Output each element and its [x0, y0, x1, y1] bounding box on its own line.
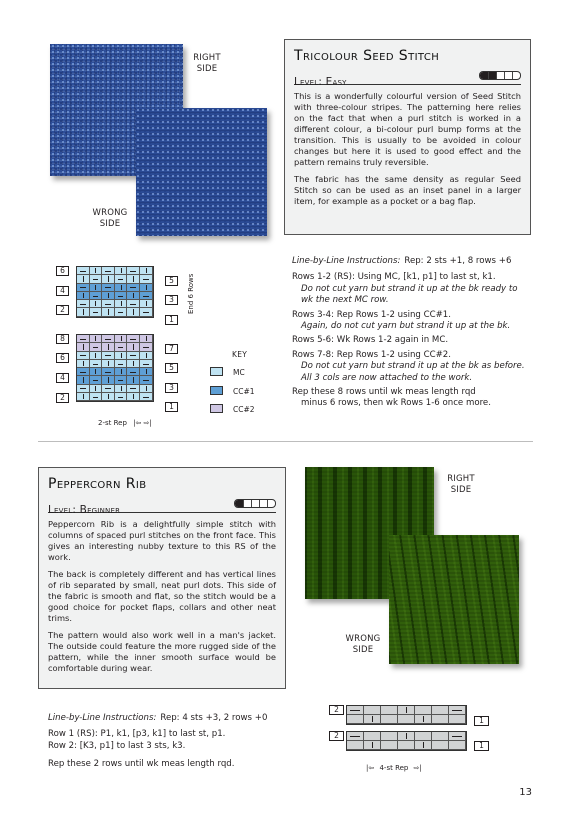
repeat-instruction: Rep these 8 rows until wk meas length rqd	[292, 387, 476, 398]
chart-cell	[90, 368, 103, 376]
key-label: CC#1	[233, 387, 255, 396]
chart-cell	[115, 292, 128, 300]
instruction-row: Rows 5-6: Wk Rows 1-2 again in MC.	[292, 335, 449, 346]
rib-paragraph: The back is completely different and has vertical lines of rib separated by small, neat purl dots. This side of the fabric is smooth and flat, so the stitch would be a good choice for pocket flaps, collars and other neat trims.	[48, 569, 276, 623]
level-pip	[480, 72, 488, 79]
chart-cell	[398, 741, 415, 750]
chart-cell	[140, 352, 153, 360]
chart-cell	[102, 376, 115, 384]
row-number: 3	[165, 383, 178, 393]
chart-cell	[432, 715, 449, 724]
row-number: 6	[56, 266, 69, 276]
chart-cell	[381, 732, 398, 741]
row-number: 1	[165, 402, 178, 412]
peppercorn-rib-description	[48, 519, 276, 674]
peppercorn-rib-info-box	[38, 467, 286, 689]
rib-right-side-label: RIGHT SIDE	[447, 474, 475, 495]
chart-cell	[115, 376, 128, 384]
repeat-instruction: minus 6 rows, then wk Rows 1-6 once more.	[301, 398, 491, 409]
chart-cell	[364, 741, 381, 750]
chart-cell	[77, 360, 90, 368]
chart-cell	[127, 343, 140, 351]
row-number: 4	[56, 286, 69, 296]
level-pip	[243, 500, 251, 507]
row-number: 2	[56, 305, 69, 315]
chart-cell	[127, 385, 140, 393]
chart-cell	[77, 292, 90, 300]
chart-cell	[115, 275, 128, 283]
seed-stitch-title: Tricolour Seed Stitch	[294, 48, 440, 64]
page-number: 13	[519, 787, 532, 798]
seed-rep-label	[98, 419, 152, 427]
key-swatch-cc2	[210, 404, 223, 413]
chart-cell	[432, 706, 449, 715]
chart-cell	[140, 376, 153, 384]
chart-cell	[102, 292, 115, 300]
chart-cell	[127, 275, 140, 283]
row-number: 3	[165, 295, 178, 305]
chart-cell	[77, 343, 90, 351]
seed-stitch-instructions	[292, 256, 532, 410]
chart-cell	[127, 376, 140, 384]
level-pip	[235, 500, 243, 507]
difficulty-meter-icon	[479, 71, 521, 80]
level-pip	[512, 72, 520, 79]
chart-cell	[381, 715, 398, 724]
row-number: 8	[56, 334, 69, 344]
chart-cell	[90, 267, 103, 275]
instruction-row: Rows 1-2 (RS): Using MC, [k1, p1] to last st, k1. Do not cut yarn but strand it up at the bk ready to wk the next MC row.	[292, 272, 518, 306]
chart-cell	[115, 352, 128, 360]
key-swatch-cc1	[210, 386, 223, 395]
chart-cell	[77, 393, 90, 401]
row-number: 2	[56, 393, 69, 403]
seed-wrong-side-label: WRONG SIDE	[92, 208, 128, 229]
chart-cell	[127, 267, 140, 275]
chart-cell	[115, 368, 128, 376]
chart-cell	[77, 308, 90, 316]
key-label: MC	[233, 368, 245, 377]
key-title: KEY	[232, 350, 248, 359]
chart-cell	[77, 284, 90, 292]
instructions-rep: Rep: 2 sts +1, 8 rows +6	[404, 256, 512, 266]
seed-chart-top-block	[76, 266, 154, 318]
chart-cell	[115, 360, 128, 368]
instruction-row: Row 2: [K3, p1] to last 3 sts, k3.	[48, 740, 186, 751]
chart-cell	[90, 343, 103, 351]
seed-stitch-description	[294, 91, 521, 207]
seed-stitch-wrong-side-swatch	[136, 108, 267, 236]
chart-cell	[449, 706, 466, 715]
chart-cell	[140, 385, 153, 393]
chart-cell	[115, 308, 128, 316]
chart-cell	[102, 267, 115, 275]
chart-cell	[140, 368, 153, 376]
chart-cell	[347, 741, 364, 750]
chart-cell	[140, 300, 153, 308]
chart-cell	[90, 300, 103, 308]
chart-cell	[364, 715, 381, 724]
chart-cell	[127, 284, 140, 292]
chart-cell	[127, 335, 140, 343]
row-number: 5	[165, 276, 178, 286]
rib-rep-label	[366, 764, 422, 772]
rep-bracket-icon: |⇦	[366, 764, 375, 772]
row-number: 6	[56, 353, 69, 363]
chart-cell	[140, 393, 153, 401]
chart-cell	[415, 715, 432, 724]
chart-cell	[77, 275, 90, 283]
chart-cell	[102, 343, 115, 351]
chart-cell	[127, 393, 140, 401]
chart-cell	[449, 732, 466, 741]
row-number: 7	[165, 344, 178, 354]
peppercorn-rib-title: Peppercorn Rib	[48, 476, 147, 492]
chart-cell	[102, 385, 115, 393]
chart-cell	[102, 335, 115, 343]
seed-stitch-level: Level: Easy	[294, 76, 347, 88]
chart-cell	[364, 732, 381, 741]
chart-cell	[77, 376, 90, 384]
repeat-instruction: Rep these 2 rows until wk meas length rqd.	[48, 759, 235, 770]
chart-cell	[140, 308, 153, 316]
rib-paragraph: The pattern would also work well in a man's jacket. The outside could feature the more rugged side of the pattern, while the inner smooth surface would be comfortable during wear.	[48, 630, 276, 673]
chart-cell	[102, 360, 115, 368]
chart-cell	[449, 741, 466, 750]
instructions-heading: Line-by-Line Instructions: Rep: 2 sts +1, 8 rows +6	[292, 256, 512, 266]
chart-cell	[90, 360, 103, 368]
row-number: 1	[474, 716, 489, 726]
seed-paragraph: This is a wonderfully colourful version of Seed Stitch with three-colour stripes. The patterning here relies on the fact that when a purl stitch is worked in a different colour, a bi-colour purl bump forms at the transition. This is usually to be avoided in colour changes but here it is used to good effect and the pattern remains truly reversible.	[294, 91, 521, 167]
difficulty-meter-icon	[234, 499, 276, 508]
level-pip	[496, 72, 504, 79]
rib-chart-block	[346, 731, 467, 751]
seed-stitch-level-row	[294, 70, 521, 88]
chart-cell	[127, 300, 140, 308]
chart-cell	[140, 335, 153, 343]
level-pip	[259, 500, 267, 507]
key-swatch-mc	[210, 367, 223, 376]
chart-cell	[90, 385, 103, 393]
peppercorn-rib-wrong-side-swatch	[389, 535, 519, 664]
chart-cell	[127, 360, 140, 368]
level-pip	[488, 72, 496, 79]
chart-cell	[102, 393, 115, 401]
chart-cell	[102, 352, 115, 360]
chart-cell	[102, 308, 115, 316]
chart-cell	[127, 292, 140, 300]
rib-wrong-side-label: WRONG SIDE	[345, 634, 381, 655]
peppercorn-rib-level-row	[48, 498, 276, 516]
chart-cell	[115, 300, 128, 308]
chart-cell	[90, 352, 103, 360]
chart-cell	[398, 715, 415, 724]
chart-cell	[77, 335, 90, 343]
chart-cell	[77, 267, 90, 275]
chart-cell	[140, 360, 153, 368]
peppercorn-rib-level: Level: Beginner	[48, 504, 121, 516]
chart-cell	[398, 732, 415, 741]
chart-cell	[115, 385, 128, 393]
chart-cell	[77, 385, 90, 393]
chart-cell	[140, 292, 153, 300]
peppercorn-rib-instructions	[48, 713, 298, 771]
chart-cell	[127, 368, 140, 376]
chart-cell	[115, 284, 128, 292]
row-number: 1	[165, 315, 178, 325]
chart-cell	[77, 300, 90, 308]
instructions-rep: Rep: 4 sts +3, 2 rows +0	[160, 713, 268, 723]
rep-bracket-icon: |⇦ ⇨|	[133, 419, 152, 427]
chart-cell	[90, 335, 103, 343]
seed-stitch-info-box	[284, 39, 531, 235]
chart-cell	[449, 715, 466, 724]
chart-cell	[127, 352, 140, 360]
chart-cell	[90, 292, 103, 300]
chart-cell	[381, 706, 398, 715]
chart-cell	[90, 376, 103, 384]
level-pip	[267, 500, 275, 507]
rep-label-text: 2-st Rep	[98, 419, 127, 427]
chart-cell	[140, 275, 153, 283]
chart-cell	[347, 732, 364, 741]
chart-cell	[90, 284, 103, 292]
chart-cell	[347, 715, 364, 724]
chart-cell	[398, 706, 415, 715]
chart-cell	[115, 343, 128, 351]
chart-cell	[115, 335, 128, 343]
row-number: 5	[165, 363, 178, 373]
chart-cell	[140, 267, 153, 275]
chart-cell	[102, 368, 115, 376]
chart-cell	[77, 368, 90, 376]
instructions-heading: Line-by-Line Instructions: Rep: 4 sts +3, 2 rows +0	[48, 713, 268, 723]
instruction-row: Row 1 (RS): P1, k1, [p3, k1] to last st, p1.	[48, 729, 226, 740]
chart-cell	[140, 343, 153, 351]
row-number: 2	[329, 731, 344, 741]
chart-cell	[432, 741, 449, 750]
row-number: 2	[329, 705, 344, 715]
seed-chart-bottom-block	[76, 334, 154, 402]
chart-cell	[415, 732, 432, 741]
chart-cell	[115, 267, 128, 275]
instruction-row: Rows 7-8: Rep Rows 1-2 using CC#2. Do not cut yarn but strand it up at the bk as before. All 3 cols are now attached to the work.	[292, 349, 525, 383]
row-number: 4	[56, 373, 69, 383]
chart-cell	[432, 732, 449, 741]
chart-cell	[347, 706, 364, 715]
chart-cell	[102, 284, 115, 292]
section-divider	[38, 441, 533, 442]
rep-bracket-icon: ⇨|	[413, 764, 422, 772]
chart-cell	[115, 393, 128, 401]
chart-cell	[90, 275, 103, 283]
key-label: CC#2	[233, 405, 255, 414]
level-pip	[251, 500, 259, 507]
rep-label-text: 4-st Rep	[379, 764, 409, 772]
chart-cell	[90, 393, 103, 401]
seed-paragraph: The fabric has the same density as regular Seed Stitch so can be used as an inset panel in a larger item, for example as a pocket or a bag flap.	[294, 174, 521, 206]
seed-right-side-label: RIGHT SIDE	[193, 53, 221, 74]
chart-cell	[415, 741, 432, 750]
chart-cell	[127, 308, 140, 316]
rib-chart-block	[346, 705, 467, 725]
chart-cell	[102, 300, 115, 308]
row-number: 1	[474, 741, 489, 751]
chart-cell	[140, 284, 153, 292]
rib-paragraph: Peppercorn Rib is a delightfully simple stitch with columns of spaced purl stitches on the front face. This gives an interesting nubby texture to this RS of the work.	[48, 519, 276, 562]
instruction-row: Rows 3-4: Rep Rows 1-2 using CC#1. Again, do not cut yarn but strand it up at the bk.	[292, 309, 511, 332]
chart-cell	[364, 706, 381, 715]
level-pip	[504, 72, 512, 79]
chart-cell	[90, 308, 103, 316]
chart-cell	[415, 706, 432, 715]
chart-cell	[77, 352, 90, 360]
end-rows-label: End 6 Rows	[187, 273, 195, 314]
chart-cell	[102, 275, 115, 283]
chart-cell	[381, 741, 398, 750]
